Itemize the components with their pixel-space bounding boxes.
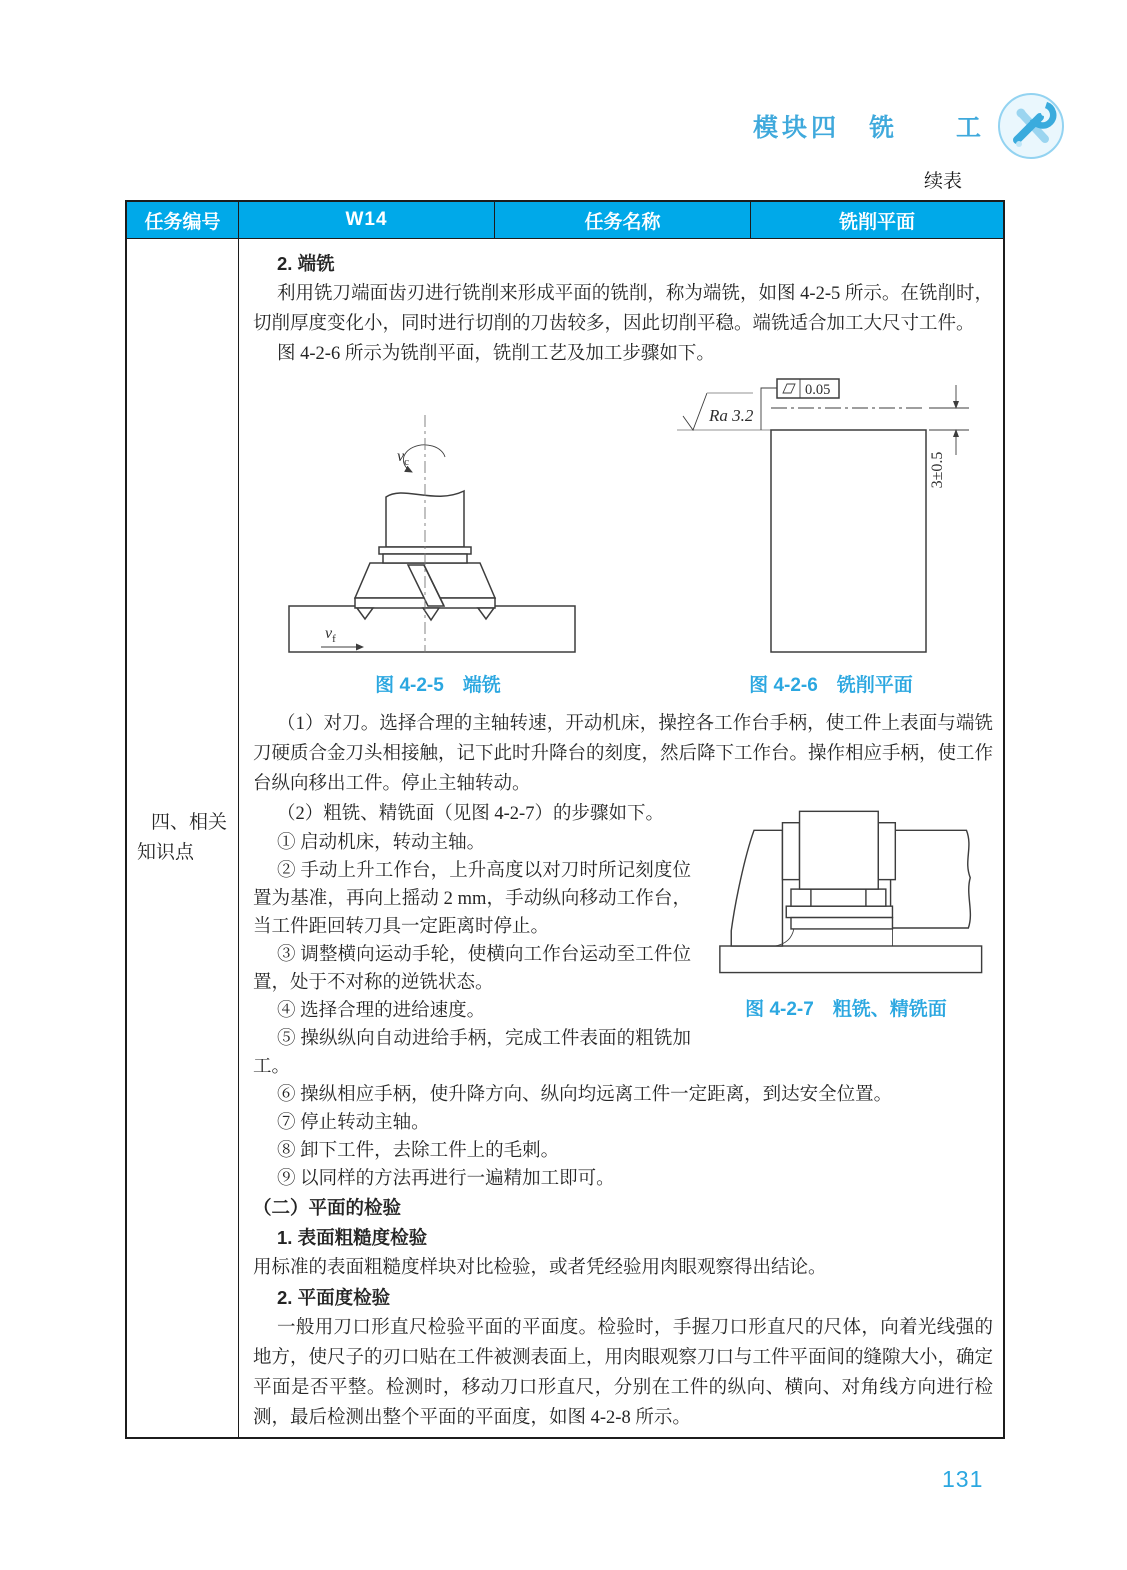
figure-row bbox=[253, 375, 993, 701]
feed-speed-label: $v_f$ bbox=[325, 625, 336, 645]
page-number: 131 bbox=[942, 1466, 984, 1492]
paragraph-flatness-inspection: 一般用刀口形直尺检验平面的平面度。检验时，手握刀口形直尺的尺体，向着光线强的地方，使尺子的刃口贴在工件被测表面上，用肉眼观察刀口与工件平面间的缝隙大小，确定平面是否平整。检测时，移动刀口形直尺，分别在工件的纵向、横向、对角线方向进行检测，最后检测出整个平面的平面度，如图 4-2-8 所示。 bbox=[253, 1318, 994, 1428]
continued-table-label: 续表 bbox=[924, 171, 963, 192]
figure-caption-4-2-6: 图 4-2-6 铣削平面 bbox=[749, 675, 913, 696]
step-item-1: ① 启动机床，转动主轴。 bbox=[277, 833, 486, 853]
flatness-tolerance-value: 0.05 bbox=[805, 382, 831, 398]
figure-4-2-6 bbox=[671, 375, 991, 701]
table-header-task-number: 任务编号 bbox=[127, 202, 239, 238]
step-item-4: ④ 选择合理的进给速度。 bbox=[277, 1001, 486, 1021]
running-head bbox=[753, 90, 1067, 162]
paragraph-rough-finish-intro: （2）粗铣、精铣面（见图 4-2-7）的步骤如下。 bbox=[277, 804, 664, 824]
paragraph-end-milling-2: 图 4-2-6 所示为铣削平面，铣削工艺及加工步骤如下。 bbox=[277, 344, 715, 364]
cutting-speed-label: $v_c$ bbox=[397, 448, 409, 468]
step-item-9: ⑨ 以同样的方法再进行一遍精加工即可。 bbox=[277, 1169, 615, 1189]
step-item-5: ⑤ 操纵纵向自动进给手柄，完成工件表面的粗铣加工。 bbox=[253, 1029, 691, 1077]
figure-4-2-5 bbox=[273, 407, 603, 701]
figure-4-2-7 bbox=[699, 801, 993, 1025]
table-header-task-name: 任务名称 bbox=[495, 202, 751, 238]
heading-plane-inspection: （二）平面的检验 bbox=[253, 1197, 402, 1218]
roughness-label: Ra 3.2 bbox=[709, 406, 754, 425]
figure-caption-4-2-7: 图 4-2-7 粗铣、精铣面 bbox=[745, 999, 947, 1020]
step-item-8: ⑧ 卸下工件，去除工件上的毛刺。 bbox=[277, 1141, 560, 1161]
row-label-line1: 四、相关 bbox=[151, 812, 228, 833]
step-item-3: ③ 调整横向运动手轮，使横向工作台运动至工件位置，处于不对称的逆铣状态。 bbox=[253, 945, 691, 993]
fig-4-2-6-milling-plane-drawing bbox=[671, 375, 991, 657]
step-item-2: ② 手动上升工作台，上升高度以对刀时所记刻度位置为基准，再向上摇动 2 mm，手动纵向移动工作台，当工件距回转刀具一定距离时停止。 bbox=[253, 861, 691, 937]
fig-4-2-5-end-milling-drawing bbox=[273, 407, 603, 657]
task-table bbox=[125, 200, 1005, 1439]
table-header-task-id: W14 bbox=[239, 202, 495, 238]
dimension-label: 3±0.5 bbox=[929, 451, 946, 489]
content-cell bbox=[239, 239, 1003, 1437]
heading-flatness-inspection: 2. 平面度检验 bbox=[277, 1287, 391, 1308]
heading-end-milling: 2. 端铣 bbox=[277, 253, 335, 274]
module-title: 模块四 铣 工 bbox=[752, 114, 985, 142]
step-item-6: ⑥ 操纵相应手柄，使升降方向、纵向均远离工件一定距离，到达安全位置。 bbox=[277, 1085, 893, 1105]
step-item-7: ⑦ 停止转动主轴。 bbox=[277, 1113, 430, 1133]
row-label-line2: 知识点 bbox=[137, 842, 195, 863]
row-label-cell bbox=[127, 239, 239, 1437]
paragraph-tool-setting: （1）对刀。选择合理的主轴转速，开动机床，操控各工作台手柄，使工件上表面与端铣刀硬质合金刀头相接触，记下此时升降台的刻度，然后降下工作台。操作相应手柄，使工作台纵向移出工件。停止主轴转动。 bbox=[253, 714, 994, 794]
paragraph-roughness-inspection: 用标准的表面粗糙度样块对比检验，或者凭经验用肉眼观察得出结论。 bbox=[253, 1258, 827, 1278]
fig-4-2-7-rough-finish-milling-drawing bbox=[699, 801, 993, 981]
tools-icon bbox=[995, 90, 1067, 162]
figure-caption-4-2-5: 图 4-2-5 端铣 bbox=[375, 675, 501, 696]
heading-roughness-inspection: 1. 表面粗糙度检验 bbox=[277, 1227, 428, 1248]
table-header-row bbox=[127, 202, 1003, 239]
table-body-row bbox=[127, 239, 1003, 1437]
table-header-task-title: 铣削平面 bbox=[838, 211, 915, 233]
paragraph-end-milling-1: 利用铣刀端面齿刃进行铣削来形成平面的铣削，称为端铣，如图 4-2-5 所示。在铣削时，切削厚度变化小，同时进行切削的刀齿较多，因此切削平稳。端铣适合加工大尺寸工件。 bbox=[253, 284, 993, 334]
